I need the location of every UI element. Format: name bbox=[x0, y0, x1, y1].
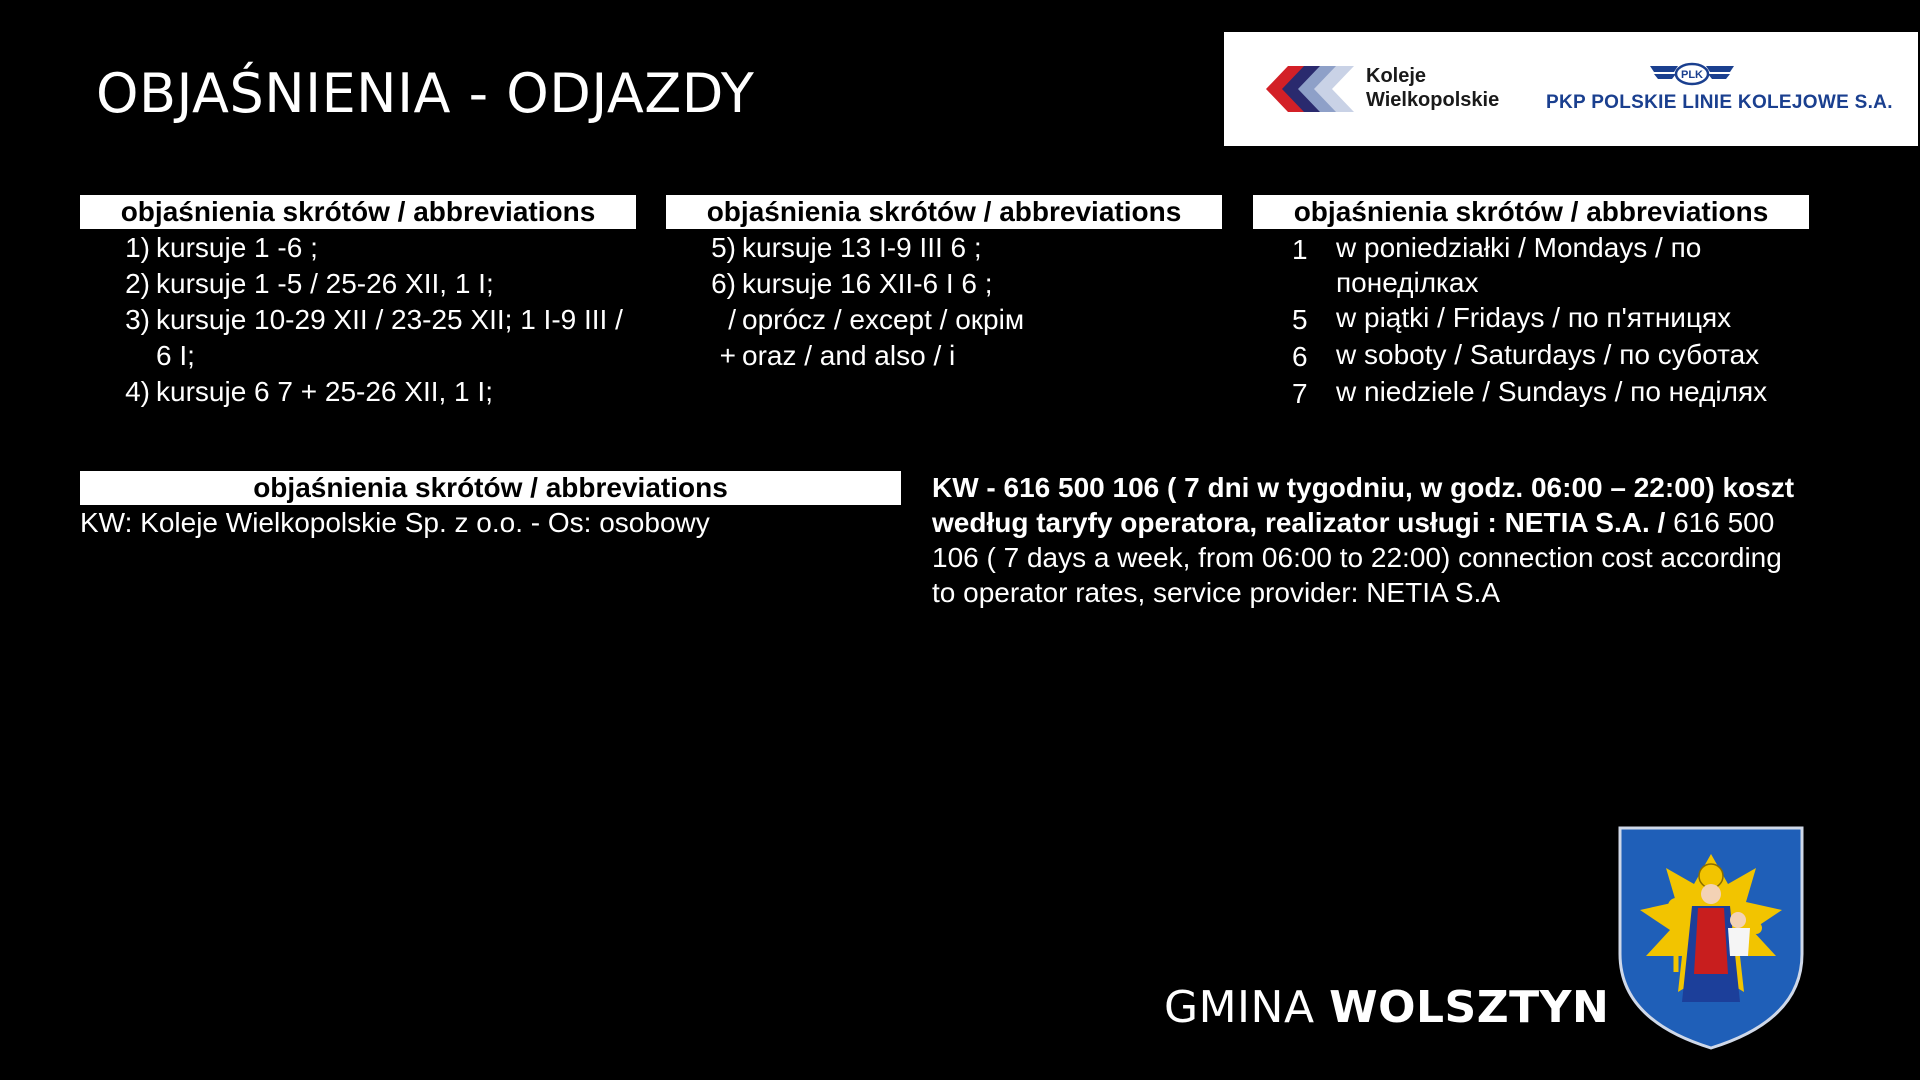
abbreviations-header-4: objaśnienia skrótów / abbreviations bbox=[80, 471, 901, 505]
koleje-wielkopolskie-logo-icon bbox=[1266, 66, 1356, 112]
list-item: 2) kursuje 1 -5 / 25-26 XII, 1 I; bbox=[125, 268, 494, 299]
list-item: 6) kursuje 16 XII-6 I 6 ; bbox=[711, 268, 993, 299]
list-item: 3) kursuje 10-29 XII / 23-25 XII; 1 I-9 III / 6 I; bbox=[125, 304, 623, 371]
gmina-wolsztyn-label: GMINA WOLSZTYN bbox=[1164, 982, 1610, 1033]
list-item: 5 w piątki / Fridays / по п'ятницях bbox=[1292, 302, 1732, 335]
list-item: 4) kursuje 6 7 + 25-26 XII, 1 I; bbox=[125, 376, 493, 407]
list-item: 6 w soboty / Saturdays / по суботах bbox=[1292, 339, 1760, 372]
operator-legend: KW: Koleje Wielkopolskie Sp. z o.o. - Os: osobowy bbox=[80, 507, 710, 538]
abbreviations-list-1 bbox=[118, 230, 638, 410]
operator-logos-panel bbox=[1224, 32, 1918, 146]
list-item: 1) kursuje 1 -6 ; bbox=[125, 232, 318, 263]
contact-info-english: 616 500 106 ( 7 days a week, from 06:00 to 22:00) connection cost according to operator rates, service provider: NETIA S.A bbox=[932, 507, 1782, 608]
plk-emblem-icon bbox=[1648, 62, 1736, 90]
plk-name: PKP POLSKIE LINIE KOLEJOWE S.A. bbox=[1546, 92, 1893, 113]
svg-text:PLK: PLK bbox=[1681, 69, 1703, 81]
page-title: OBJAŚNIENIA - ODJAZDY bbox=[96, 62, 755, 125]
wolsztyn-coat-of-arms-icon bbox=[1616, 824, 1806, 1052]
list-item: / oprócz / except / окрім bbox=[728, 304, 1025, 335]
koleje-wielkopolskie-name: Koleje Wielkopolskie bbox=[1366, 65, 1500, 111]
abbreviations-header-1: objaśnienia skrótów / abbreviations bbox=[80, 195, 636, 229]
abbreviations-header-3: objaśnienia skrótów / abbreviations bbox=[1253, 195, 1809, 229]
contact-info bbox=[932, 470, 1812, 610]
list-item: + oraz / and also / і bbox=[719, 340, 956, 371]
list-item: 5) kursuje 13 I-9 III 6 ; bbox=[711, 232, 982, 263]
contact-info-polish: KW - 616 500 106 ( 7 dni w tygodniu, w godz. 06:00 – 22:00) koszt według taryfy operatora, realizator usługi : NETIA S.A. / bbox=[932, 472, 1795, 538]
list-item: 1 w poniedziałki / Mondays / по понеділках bbox=[1292, 232, 1702, 298]
abbreviations-header-2: objaśnienia skrótów / abbreviations bbox=[666, 195, 1222, 229]
list-item: 7 w niedziele / Sundays / по неділях bbox=[1292, 376, 1768, 409]
abbreviations-list-2 bbox=[704, 230, 1224, 374]
day-codes-list bbox=[1286, 230, 1826, 411]
